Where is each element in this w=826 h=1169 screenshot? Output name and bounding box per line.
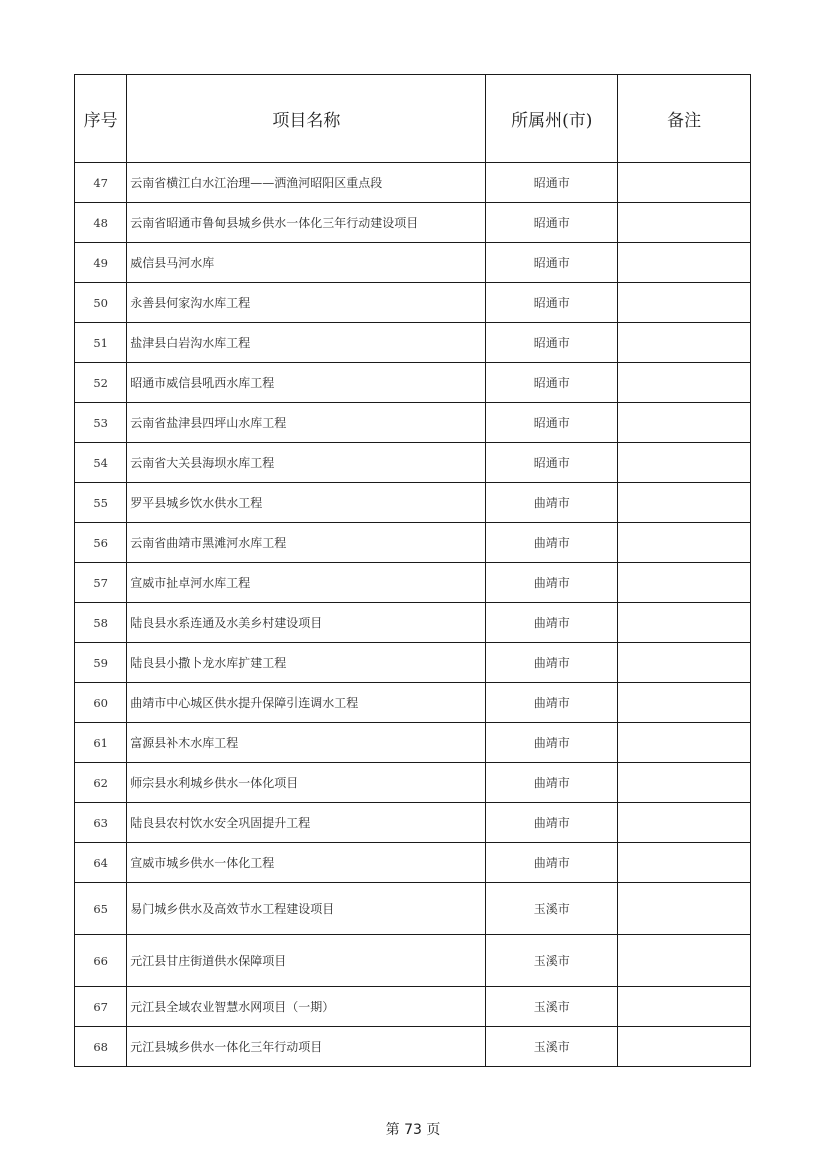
row-number: 60: [75, 683, 127, 723]
prefecture-city: 玉溪市: [486, 1027, 618, 1067]
row-number: 52: [75, 363, 127, 403]
table-row: [75, 163, 751, 203]
prefecture-city: 曲靖市: [486, 563, 618, 603]
table-row: [75, 683, 751, 723]
remarks: [618, 843, 751, 883]
project-name: 陆良县农村饮水安全巩固提升工程: [127, 803, 486, 843]
project-name: 盐津县白岩沟水库工程: [127, 323, 486, 363]
remarks: [618, 723, 751, 763]
remarks: [618, 523, 751, 563]
header-city: 所属州(市): [486, 75, 618, 163]
prefecture-city: 昭通市: [486, 403, 618, 443]
prefecture-city: 昭通市: [486, 283, 618, 323]
remarks: [618, 283, 751, 323]
prefecture-city: 曲靖市: [486, 603, 618, 643]
header-name: 项目名称: [127, 75, 486, 163]
row-number: 63: [75, 803, 127, 843]
remarks: [618, 163, 751, 203]
remarks: [618, 763, 751, 803]
remarks: [618, 883, 751, 935]
remarks: [618, 323, 751, 363]
remarks: [618, 483, 751, 523]
row-number: 67: [75, 987, 127, 1027]
prefecture-city: 曲靖市: [486, 643, 618, 683]
project-name: 师宗县水利城乡供水一体化项目: [127, 763, 486, 803]
row-number: 66: [75, 935, 127, 987]
row-number: 58: [75, 603, 127, 643]
project-name: 云南省曲靖市黑滩河水库工程: [127, 523, 486, 563]
remarks: [618, 243, 751, 283]
table-row: [75, 603, 751, 643]
remarks: [618, 203, 751, 243]
page-number: 第 73 页: [385, 1122, 441, 1138]
remarks: [618, 935, 751, 987]
prefecture-city: 昭通市: [486, 243, 618, 283]
table-row: [75, 643, 751, 683]
remarks: [618, 683, 751, 723]
prefecture-city: 曲靖市: [486, 483, 618, 523]
remarks: [618, 563, 751, 603]
header-note: 备注: [618, 75, 751, 163]
table-row: [75, 403, 751, 443]
project-name: 陆良县水系连通及水美乡村建设项目: [127, 603, 486, 643]
table-row: [75, 987, 751, 1027]
table-row: [75, 363, 751, 403]
project-name: 宣威市扯卓河水库工程: [127, 563, 486, 603]
table-row: [75, 323, 751, 363]
row-number: 49: [75, 243, 127, 283]
prefecture-city: 昭通市: [486, 163, 618, 203]
prefecture-city: 玉溪市: [486, 987, 618, 1027]
project-name: 云南省横江白水江治理——洒渔河昭阳区重点段: [127, 163, 486, 203]
remarks: [618, 1027, 751, 1067]
table-row: [75, 723, 751, 763]
header-no: 序号: [75, 75, 127, 163]
row-number: 68: [75, 1027, 127, 1067]
table-row: [75, 763, 751, 803]
row-number: 62: [75, 763, 127, 803]
table-row: [75, 563, 751, 603]
prefecture-city: 昭通市: [486, 203, 618, 243]
prefecture-city: 玉溪市: [486, 935, 618, 987]
prefecture-city: 曲靖市: [486, 683, 618, 723]
remarks: [618, 643, 751, 683]
table-row: [75, 283, 751, 323]
project-name: 罗平县城乡饮水供水工程: [127, 483, 486, 523]
project-name: 元江县甘庄街道供水保障项目: [127, 935, 486, 987]
remarks: [618, 403, 751, 443]
project-table: [74, 74, 751, 1067]
project-name: 元江县全域农业智慧水网项目（一期）: [127, 987, 486, 1027]
table-row: [75, 483, 751, 523]
project-name: 陆良县小撒卜龙水库扩建工程: [127, 643, 486, 683]
prefecture-city: 昭通市: [486, 443, 618, 483]
project-name: 曲靖市中心城区供水提升保障引连调水工程: [127, 683, 486, 723]
remarks: [618, 443, 751, 483]
row-number: 56: [75, 523, 127, 563]
remarks: [618, 363, 751, 403]
row-number: 51: [75, 323, 127, 363]
table-row: [75, 203, 751, 243]
prefecture-city: 曲靖市: [486, 523, 618, 563]
row-number: 55: [75, 483, 127, 523]
row-number: 48: [75, 203, 127, 243]
project-name: 云南省昭通市鲁甸县城乡供水一体化三年行动建设项目: [127, 203, 486, 243]
remarks: [618, 603, 751, 643]
project-name: 威信县马河水库: [127, 243, 486, 283]
prefecture-city: 曲靖市: [486, 843, 618, 883]
table-row: [75, 1027, 751, 1067]
prefecture-city: 玉溪市: [486, 883, 618, 935]
remarks: [618, 803, 751, 843]
table-row: [75, 243, 751, 283]
table-body: [75, 163, 751, 1067]
project-name: 富源县补木水库工程: [127, 723, 486, 763]
row-number: 47: [75, 163, 127, 203]
project-name: 宣威市城乡供水一体化工程: [127, 843, 486, 883]
table-row: [75, 443, 751, 483]
project-name: 永善县何家沟水库工程: [127, 283, 486, 323]
prefecture-city: 昭通市: [486, 363, 618, 403]
table-row: [75, 935, 751, 987]
prefecture-city: 曲靖市: [486, 803, 618, 843]
row-number: 53: [75, 403, 127, 443]
remarks: [618, 987, 751, 1027]
row-number: 61: [75, 723, 127, 763]
row-number: 64: [75, 843, 127, 883]
prefecture-city: 曲靖市: [486, 723, 618, 763]
prefecture-city: 曲靖市: [486, 763, 618, 803]
prefecture-city: 昭通市: [486, 323, 618, 363]
project-name: 昭通市威信县吼西水库工程: [127, 363, 486, 403]
project-name: 云南省盐津县四坪山水库工程: [127, 403, 486, 443]
row-number: 50: [75, 283, 127, 323]
row-number: 57: [75, 563, 127, 603]
table-header-row: [75, 75, 751, 163]
table-row: [75, 803, 751, 843]
row-number: 54: [75, 443, 127, 483]
project-name: 元江县城乡供水一体化三年行动项目: [127, 1027, 486, 1067]
table-row: [75, 523, 751, 563]
row-number: 65: [75, 883, 127, 935]
row-number: 59: [75, 643, 127, 683]
table-row: [75, 883, 751, 935]
table-row: [75, 843, 751, 883]
project-name: 云南省大关县海坝水库工程: [127, 443, 486, 483]
project-name: 易门城乡供水及高效节水工程建设项目: [127, 883, 486, 935]
